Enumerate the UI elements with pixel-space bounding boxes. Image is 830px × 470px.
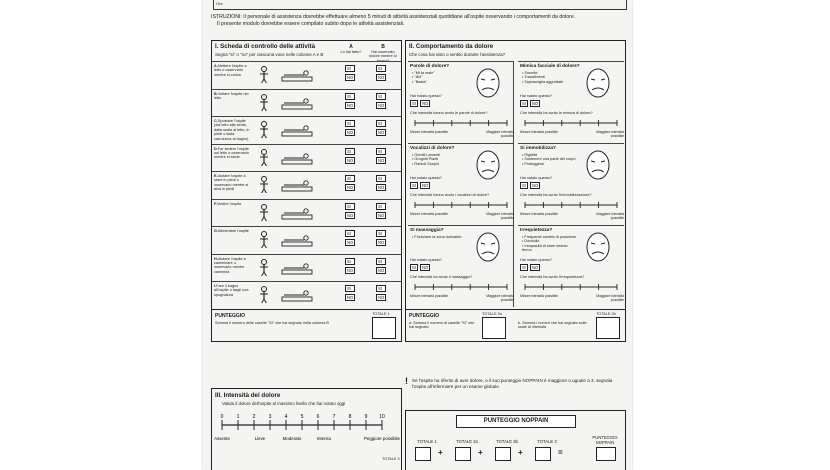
bullet-text: Frizionare la zona dolorante — [414, 235, 462, 239]
colB-answers — [376, 285, 386, 301]
activity-text: Fare il bagno all'ospite o fargli una spugnatura — [214, 284, 249, 297]
section1-activity-checklist — [211, 40, 402, 342]
noppain-result-label: PUNTEGGIO NOPPAIN — [592, 435, 618, 445]
intensity-level-label: Peggiore possibile — [364, 436, 400, 441]
colA-answers — [345, 93, 355, 109]
colA-header — [340, 44, 362, 54]
no-checkbox[interactable]: NO — [378, 157, 385, 163]
scale-min-label: Minore intensità possibile — [520, 294, 559, 298]
cell-bullet — [522, 162, 578, 166]
activity-pictogram-icon — [254, 230, 332, 248]
no-checkbox[interactable]: NO — [421, 183, 429, 188]
cell-title: Parole di dolore? — [410, 64, 450, 69]
bullet-dot-icon: • — [412, 71, 415, 75]
activity-letter: H. — [214, 256, 218, 261]
cell-intensity-question: Che intensità ha avuto il massaggio? — [410, 275, 473, 279]
scale-tick-label: 1 — [236, 414, 240, 420]
colA-answers — [345, 148, 355, 164]
activity-label — [214, 119, 252, 141]
noppain-total-box[interactable] — [495, 447, 511, 461]
colB-answers — [376, 148, 386, 164]
yes-checkbox[interactable]: SI — [376, 175, 386, 182]
intensity-level-label: Intenso — [316, 436, 332, 441]
activity-text: Voltare l'ospite nel letto — [214, 91, 249, 100]
section1-score — [212, 309, 401, 325]
bullet-text: Proteggersi — [524, 161, 544, 166]
activity-text: Mettere l'ospite a letto o osservarlo mentre si corica — [214, 64, 247, 77]
yes-checkbox[interactable]: SI — [345, 148, 355, 155]
bullet-text: Trasalimenti — [524, 75, 545, 80]
activity-pictogram-icon — [254, 203, 332, 221]
cell-bullets — [412, 235, 468, 239]
cell-bullet — [522, 244, 578, 253]
section2-score-a: a. Somma il numero di caselle "SI" che hai segnato — [409, 321, 475, 330]
colA-question: Lo hai fatto? — [340, 50, 362, 54]
cell-bullet — [412, 235, 468, 239]
no-checkbox[interactable]: NO — [347, 212, 354, 218]
cell-intensity-scale[interactable] — [411, 118, 511, 130]
yes-checkbox[interactable]: SI — [376, 230, 386, 237]
yes-checkbox[interactable]: SI — [376, 65, 386, 72]
noppain-total-box[interactable] — [415, 447, 431, 461]
bullet-dot-icon: • — [522, 235, 525, 239]
section2-score — [406, 309, 625, 330]
activity-text: Spostare l'ospite (dal letto alla sedia, dalla sedia al letto, in piedi o dalla carrozzina al bagno) — [214, 119, 250, 141]
cell-yes-no — [520, 264, 540, 271]
noppain-result-box[interactable] — [596, 447, 616, 461]
scale-max-label: Maggiore intensità possibile — [486, 294, 514, 303]
yes-checkbox[interactable]: SI — [412, 265, 416, 270]
cell-yes-no — [410, 182, 430, 189]
bullet-text: Sostenere una parte del corpo — [524, 157, 576, 162]
cell-title: Si massaggia? — [410, 228, 444, 233]
activity-letter: G. — [214, 229, 219, 233]
yes-checkbox[interactable]: SI — [376, 258, 386, 265]
intensity-level-label: Moderato — [282, 436, 302, 441]
scale-min-label: Minore intensità possibile — [520, 212, 559, 216]
no-checkbox[interactable]: NO — [378, 240, 385, 245]
activity-row — [212, 171, 401, 199]
plus-sign-icon: + — [438, 448, 443, 457]
colB-answers — [376, 175, 386, 191]
cell-bullets — [412, 71, 468, 84]
no-checkbox[interactable]: NO — [347, 267, 354, 273]
bullet-text: "Mi fa male" — [414, 71, 435, 75]
yes-checkbox[interactable]: SI — [412, 183, 416, 188]
noppain-total-label: TOTALE 3 — [537, 439, 557, 444]
no-checkbox[interactable]: NO — [378, 267, 385, 273]
cell-yes-no — [410, 100, 430, 107]
section1-title: I. Scheda di controllo delle attività — [215, 43, 316, 50]
scale-max-label: Maggiore intensità possibile — [596, 130, 624, 139]
yes-checkbox[interactable]: SI — [345, 93, 355, 100]
pain-behaviour-cell — [518, 143, 624, 225]
cell-title: Irrequietezza? — [520, 228, 553, 233]
no-checkbox[interactable]: NO — [378, 102, 385, 108]
instructions — [211, 14, 625, 28]
section3-pain-intensity — [211, 388, 402, 470]
colA-answers — [345, 230, 355, 246]
face-illustration-icon — [470, 230, 506, 264]
activity-label — [214, 257, 252, 275]
bullet-dot-icon: • — [412, 75, 415, 80]
activity-label — [214, 202, 252, 206]
bullet-dot-icon: • — [412, 153, 415, 157]
yes-checkbox[interactable]: SI — [345, 65, 355, 72]
colB-answers — [376, 120, 386, 136]
cell-title: Si immobilizza? — [520, 146, 556, 151]
instructions-line1: ISTRUZIONI: Il personale di assistenza dovrebbe effettuare almeno 5 minuti di attività assistenziali quotidiane all'ospite osservando i comportamenti da dolore. — [211, 14, 576, 20]
plus-sign-icon: + — [478, 448, 483, 457]
cell-bullets — [522, 235, 578, 253]
bullet-text: Grugniti Pianti — [414, 157, 439, 162]
activity-pictogram-icon — [254, 285, 332, 303]
equals-sign-icon: = — [558, 448, 563, 457]
activity-label — [214, 174, 252, 192]
cell-intensity-question: Che intensità ha avuto la mimica di dolore? — [520, 111, 593, 115]
bullet-text: Smorfie — [524, 71, 538, 75]
section2-title: II. Comportamento da dolore — [409, 43, 494, 50]
cell-question: Hai notato questo? — [520, 258, 552, 262]
face-illustration-icon — [470, 148, 506, 182]
cell-question: Hai notato questo? — [410, 176, 442, 180]
activity-letter: C. — [214, 119, 218, 123]
section1-score-desc: Somma il numero delle caselle "SI" che hai segnato nella colonna B — [215, 321, 329, 325]
noppain-total-label: TOTALE 2a — [456, 439, 478, 444]
no-checkbox[interactable]: NO — [347, 130, 354, 135]
scale-tick-label: 2 — [252, 414, 256, 420]
colA-answers — [345, 120, 355, 136]
colB-answers — [376, 65, 386, 81]
activity-label — [214, 229, 252, 233]
bullet-text: Dondolio — [524, 239, 540, 244]
section2-score-title: PUNTEGGIO — [409, 313, 440, 319]
bullet-dot-icon: • — [522, 157, 525, 162]
section3-subtitle: Valuta il dolore dell'ospite al massimo livello che hai notato oggi — [222, 401, 346, 406]
activity-label — [214, 92, 252, 101]
bullet-text: "Ahi" — [414, 75, 423, 80]
referral-note-text: Se l'ospite ha riferito di aver dolore, o il suo punteggio NOPPAIN è maggiore o uguale a 3, segnala l'ospite all'infermiere per un esame globale. — [412, 378, 613, 389]
no-checkbox[interactable]: NO — [421, 265, 429, 270]
activity-row — [212, 116, 401, 144]
noppain-total-box[interactable] — [535, 447, 551, 461]
strip-label: Ore — [216, 1, 223, 6]
colB-answers — [376, 230, 386, 246]
colB-letter: B — [381, 44, 385, 50]
cell-bullets — [522, 71, 578, 84]
pain-behaviour-cell — [408, 61, 514, 143]
bullet-dot-icon: • — [522, 243, 525, 248]
bullet-dot-icon: • — [522, 71, 525, 75]
no-checkbox[interactable]: NO — [347, 185, 354, 190]
section1-subtitle: Segna "si" o "no" per ciascuna voce nelle colonne A e B — [215, 52, 324, 57]
activity-label — [214, 64, 252, 77]
bullet-text: Frequente cambio di posizione — [524, 235, 577, 239]
no-checkbox[interactable]: NO — [347, 75, 354, 80]
no-checkbox[interactable]: NO — [347, 157, 354, 163]
activity-text: Vestire l'ospite — [216, 201, 242, 206]
bullet-dot-icon: • — [412, 161, 415, 166]
scale-tick-label: 0 — [220, 414, 224, 420]
activity-pictogram-icon — [254, 65, 332, 83]
cell-intensity-question: Che intensità hanno avuto le parole di dolore? — [410, 111, 488, 115]
colA-answers — [345, 285, 355, 301]
face-illustration-icon — [580, 230, 616, 264]
bullet-dot-icon: • — [412, 235, 415, 239]
activity-text: Far sedere l'ospite sul letto o osservarlo mentre si siede — [214, 146, 249, 160]
no-checkbox[interactable]: NO — [531, 183, 539, 188]
no-checkbox[interactable]: NO — [378, 212, 385, 218]
intensity-level-label: Lieve — [254, 436, 266, 441]
colB-question: Hai osservato dolore mentre lo facevi? — [369, 50, 397, 63]
noppain-score-panel — [405, 410, 626, 470]
cell-question: Hai notato questo? — [520, 94, 552, 98]
colA-answers — [345, 175, 355, 191]
section2-subtitle: Che cosa hai visto o sentito durante l'assistenza? — [409, 52, 506, 57]
cell-yes-no — [410, 264, 430, 271]
intensity-scale[interactable] — [212, 411, 402, 461]
bullet-text: "Basta" — [414, 79, 427, 84]
noppain-score-title: PUNTEGGIO NOPPAIN — [456, 415, 576, 428]
cell-bullets — [522, 153, 578, 166]
plus-sign-icon: + — [518, 448, 523, 457]
face-illustration-icon — [580, 148, 616, 182]
activity-text: Aiutare l'ospite a camminare o osservarlo mentre cammina — [214, 256, 246, 274]
header-strip — [213, 0, 627, 10]
noppain-form-sheet — [203, 0, 632, 470]
activity-row — [212, 254, 401, 282]
scale-tick-label: 9 — [364, 414, 368, 420]
cell-bullets — [412, 153, 468, 166]
activity-letter: I. — [214, 284, 217, 288]
yes-checkbox[interactable]: SI — [345, 230, 355, 237]
scale-min-label: Minore intensità possibile — [410, 130, 449, 134]
face-illustration-icon — [580, 66, 616, 100]
yes-checkbox[interactable]: SI — [376, 93, 386, 100]
bullet-dot-icon: • — [522, 75, 525, 80]
yes-checkbox[interactable]: SI — [522, 183, 526, 188]
cell-yes-no — [520, 100, 540, 107]
yes-checkbox[interactable]: SI — [345, 175, 355, 182]
yes-checkbox[interactable]: SI — [376, 285, 386, 292]
activity-letter: D. — [214, 146, 218, 151]
section2-pain-behaviour — [405, 40, 626, 342]
activity-row — [212, 199, 401, 227]
noppain-total-label: TOTALE 2b — [496, 439, 518, 444]
activity-row — [212, 89, 401, 117]
section1-score-title: PUNTEGGIO — [215, 313, 246, 319]
bullet-text: Rigidità — [524, 153, 538, 157]
pain-behaviour-cell — [518, 225, 624, 307]
scale-max-label: Maggiore intensità possibile — [596, 294, 624, 303]
no-checkbox[interactable]: NO — [378, 185, 385, 190]
activity-row — [212, 61, 401, 89]
scale-max-label: Maggiore intensità possibile — [486, 212, 514, 221]
activity-pictogram-icon — [254, 258, 332, 276]
instructions-line2: Il presente modulo dovrebbe essere compilato subito dopo le attività assistenziali. — [217, 21, 405, 27]
activity-text: Alimentare l'ospite — [218, 229, 249, 233]
no-checkbox[interactable]: NO — [531, 265, 539, 270]
scale-max-label: Maggiore intensità possibile — [486, 130, 514, 139]
scale-tick-label: 4 — [284, 414, 288, 420]
no-checkbox[interactable]: NO — [347, 102, 354, 108]
yes-checkbox[interactable]: SI — [345, 203, 355, 210]
colA-answers — [345, 203, 355, 219]
total2a-box[interactable] — [482, 317, 506, 339]
total1-box[interactable] — [372, 317, 396, 339]
noppain-total-box[interactable] — [455, 447, 471, 461]
scale-min-label: Minore intensità possibile — [520, 130, 559, 134]
yes-checkbox[interactable]: SI — [345, 120, 355, 127]
cell-question: Hai notato questo? — [410, 258, 442, 262]
bullet-text: Gemiti Lamenti — [414, 153, 440, 157]
scale-tick-label: 3 — [268, 414, 272, 420]
scale-tick-label: 10 — [379, 414, 385, 420]
activity-text: Aiutare l'ospite a stare in piedi o osservarlo mentre si alza in piedi — [214, 174, 249, 192]
total2a-label: TOTALE 2a — [482, 312, 502, 316]
no-checkbox[interactable]: NO — [347, 295, 354, 300]
activity-row — [212, 281, 401, 309]
yes-checkbox[interactable]: SI — [376, 120, 386, 127]
activity-label — [214, 147, 252, 160]
no-checkbox[interactable]: NO — [378, 130, 385, 135]
no-checkbox[interactable]: NO — [378, 295, 385, 300]
cell-intensity-scale[interactable] — [411, 200, 511, 212]
total2b-box[interactable] — [596, 317, 620, 339]
cell-intensity-question: Che intensità ha avuto l'immobilizzazione? — [520, 193, 592, 197]
activity-letter: B. — [214, 91, 218, 96]
bullet-dot-icon: • — [522, 153, 525, 157]
alert-icon: ! — [405, 376, 408, 386]
colA-answers — [345, 65, 355, 81]
scale-tick-label: 8 — [348, 414, 352, 420]
yes-checkbox[interactable]: SI — [522, 265, 526, 270]
activity-pictogram-icon — [254, 120, 332, 138]
bullet-dot-icon: • — [522, 239, 525, 244]
bullet-dot-icon: • — [412, 79, 415, 84]
yes-checkbox[interactable]: SI — [345, 258, 355, 265]
activity-letter: F. — [214, 201, 217, 206]
pain-behaviour-cell — [408, 225, 514, 307]
scale-min-label: Minore intensità possibile — [410, 294, 449, 298]
yes-checkbox[interactable]: SI — [345, 285, 355, 292]
scale-tick-label: 6 — [316, 414, 320, 420]
total2b-label: TOTALE 2b — [596, 312, 616, 316]
no-checkbox[interactable]: NO — [421, 101, 429, 106]
bullet-text: Incapacità di stare seduto fermo — [522, 243, 568, 253]
colA-answers — [345, 258, 355, 274]
pain-behaviour-cell — [408, 143, 514, 225]
no-checkbox[interactable]: NO — [378, 75, 385, 80]
bullet-dot-icon: • — [522, 79, 525, 84]
colB-answers — [376, 203, 386, 219]
activity-row — [212, 226, 401, 254]
bullet-dot-icon: • — [412, 157, 415, 162]
cell-title: Vocalizzi di dolore? — [410, 146, 455, 151]
yes-checkbox[interactable]: SI — [376, 203, 386, 210]
cell-intensity-question: Che intensità ha avuto l'irrequietezza? — [520, 275, 585, 279]
no-checkbox[interactable]: NO — [531, 101, 539, 106]
section3-title: III. Intensità del dolore — [215, 392, 281, 399]
cell-intensity-question: Che intensità hanno avuto i vocalizzi di dolore? — [410, 193, 490, 197]
activity-label — [214, 284, 252, 297]
colA-letter: A — [349, 44, 353, 50]
noppain-total-label: TOTALE 1 — [417, 439, 437, 444]
activity-pictogram-icon — [254, 93, 332, 111]
face-illustration-icon — [470, 66, 506, 100]
bullet-text: Rantoli Sospiri — [414, 161, 439, 166]
scale-max-label: Maggiore intensità possibile — [596, 212, 624, 221]
cell-intensity-scale[interactable] — [521, 200, 621, 212]
colB-answers — [376, 258, 386, 274]
activity-pictogram-icon — [254, 148, 332, 166]
cell-intensity-scale[interactable] — [411, 282, 511, 294]
cell-bullet — [522, 80, 578, 84]
cell-question: Hai notato questo? — [520, 176, 552, 180]
activity-letter: E. — [214, 174, 218, 178]
bullet-text: Sopracciglia aggrottate — [524, 79, 564, 84]
scale-min-label: Minore intensità possibile — [410, 212, 449, 216]
bullet-dot-icon: • — [522, 161, 525, 166]
scale-tick-label: 5 — [300, 414, 304, 420]
cell-title: Mimica facciale di dolore? — [520, 64, 580, 69]
section2-score-b: b. Somma i numeri che hai segnato sulle scale di intensità — [518, 321, 587, 330]
activity-letter: A. — [214, 64, 218, 68]
pain-behaviour-cell — [518, 61, 624, 143]
yes-checkbox[interactable]: SI — [376, 148, 386, 155]
cell-bullet — [412, 162, 468, 166]
total3-label: TOTALE 3 — [382, 457, 400, 461]
total1-label: TOTALE 1 — [372, 312, 390, 316]
no-checkbox[interactable]: NO — [347, 240, 354, 245]
cell-intensity-scale[interactable] — [521, 282, 621, 294]
cell-question: Hai notato questo? — [410, 94, 442, 98]
cell-intensity-scale[interactable] — [521, 118, 621, 130]
activity-row — [212, 144, 401, 172]
scale-tick-label: 7 — [332, 414, 336, 420]
yes-checkbox[interactable]: SI — [412, 101, 416, 106]
activity-pictogram-icon — [254, 175, 332, 193]
cell-yes-no — [520, 182, 540, 189]
intensity-level-label: Assente — [214, 436, 230, 441]
colB-answers — [376, 93, 386, 109]
yes-checkbox[interactable]: SI — [522, 101, 526, 106]
cell-bullet — [412, 80, 468, 84]
